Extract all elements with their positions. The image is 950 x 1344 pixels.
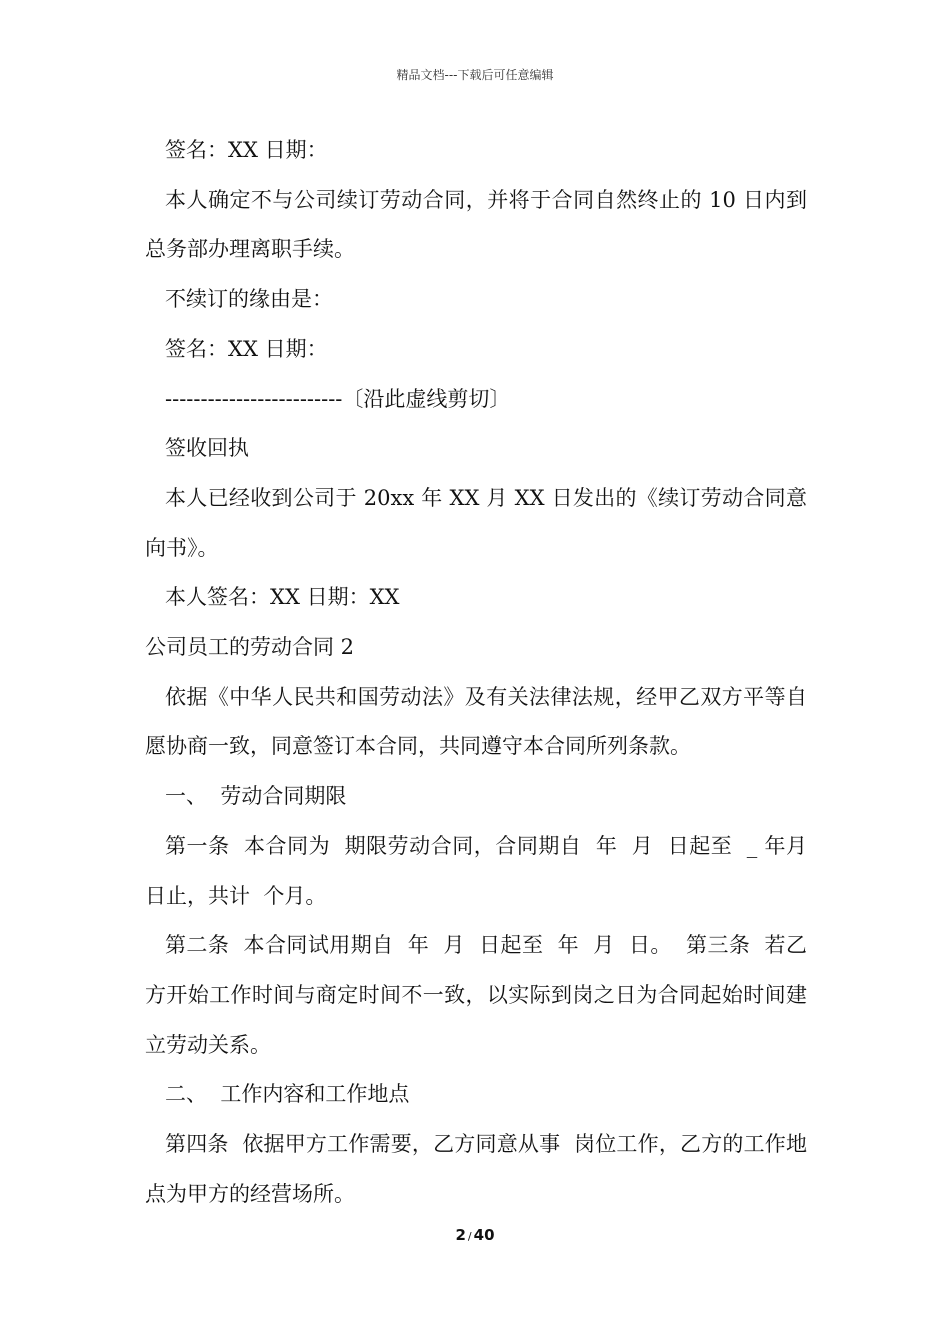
page-separator: /: [467, 1230, 472, 1243]
paragraph-preamble: 依据《中华人民共和国劳动法》及有关法律法规，经甲乙双方平等自愿协商一致，同意签订本合同，共同遵守本合同所列条款。: [145, 684, 807, 759]
section-title: 公司员工的劳动合同 2: [145, 635, 355, 660]
paragraph-signature-3: 本人签名：XX 日期：XX: [165, 585, 400, 610]
document-body: [145, 126, 821, 1219]
paragraph-reason: 不续订的缘由是：: [165, 287, 333, 312]
page-header: 精品文档---下载后可任意编辑: [396, 68, 554, 82]
article-4: 第四条 依据甲方工作需要，乙方同意从事 岗位工作，乙方的工作地点为甲方的经营场所。: [145, 1132, 807, 1206]
article-2-3: 第二条 本合同试用期自 年 月 日起至 年 月 日。 第三条 若乙方开始工作时间与商定时间不一致，以实际到岗之日为合同起始时间建立劳动关系。: [145, 933, 807, 1057]
paragraph-non-renewal-statement: 本人确定不与公司续订劳动合同，并将于合同自然终止的 10 日内到总务部办理离职手续。: [145, 187, 807, 262]
paragraph-signature-2: 签名：XX 日期：: [165, 336, 328, 361]
paragraph-receipt-statement: 本人已经收到公司于 20xx 年 XX 月 XX 日发出的《续订劳动合同意向书》。: [145, 485, 807, 560]
receipt-title: 签收回执: [165, 436, 249, 461]
page-number: [0, 1226, 950, 1244]
paragraph-signature-1: 签名：XX 日期：: [165, 138, 328, 162]
heading-work-content: 二、 工作内容和工作地点: [165, 1082, 410, 1107]
current-page-number: 2: [455, 1226, 466, 1244]
total-page-count: 40: [473, 1226, 495, 1244]
article-1: 第一条 本合同为 期限劳动合同，合同期自 年 月 日起至 _ 年月 日止，共计 个月。: [145, 833, 821, 908]
heading-contract-term: 一、 劳动合同期限: [165, 784, 347, 809]
cut-line: -------------------------〔沿此虚线剪切〕: [165, 386, 511, 411]
